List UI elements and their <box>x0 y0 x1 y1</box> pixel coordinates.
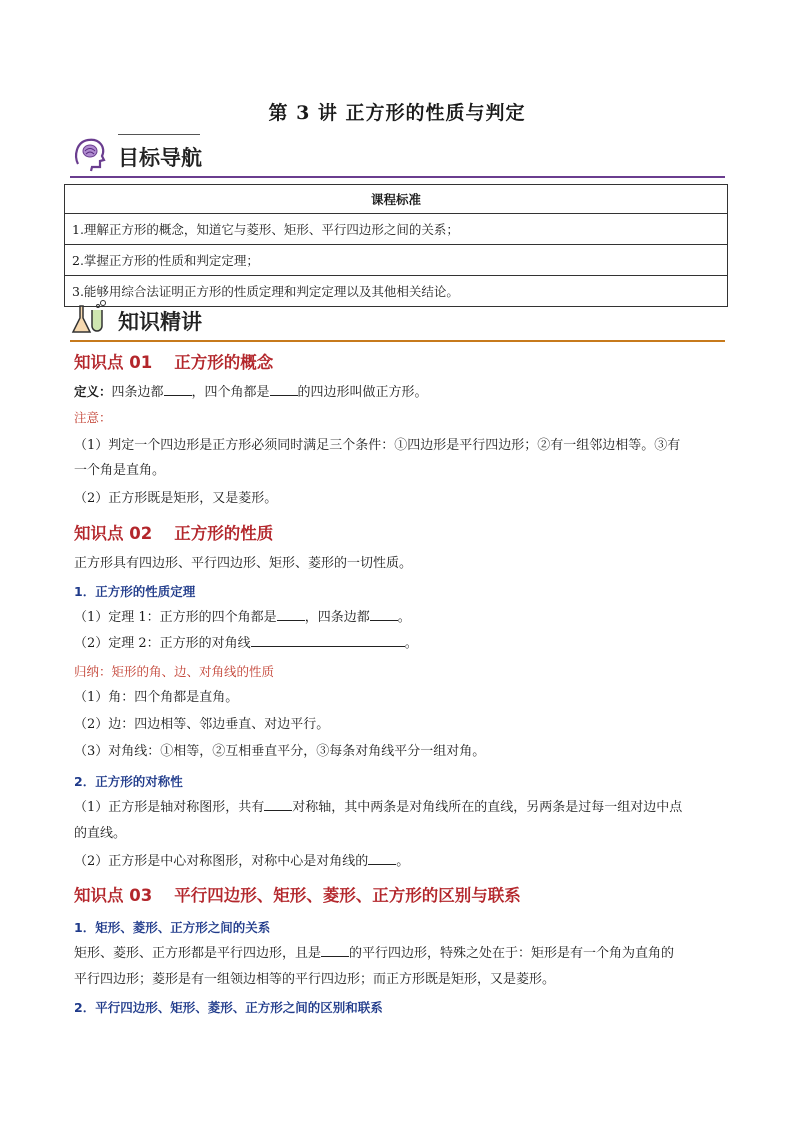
symmetry-paragraph: 的直线。 <box>74 826 127 841</box>
standard-item: 2.掌握正方形的性质和判定定理； <box>65 245 728 276</box>
standard-item: 3.能够用综合法证明正方形的性质定理和判定定理以及其他相关结论。 <box>65 276 728 307</box>
fill-blank[interactable] <box>370 608 398 621</box>
kp1-definition: 定义：四条边都 ，四个角都是 的四边形叫做正方形。 <box>74 384 428 400</box>
kp2-intro: 正方形具有四边形、平行四边形、矩形、菱形的一切性质。 <box>74 556 413 571</box>
kp2-subheading: 2．正方形的对称性 <box>74 774 183 789</box>
theorem-1: （1）定理 1：正方形的四个角都是 ，四条边都 。 <box>74 610 411 625</box>
kp1-paragraph: （2）正方形既是矩形，又是菱形。 <box>74 491 278 506</box>
fill-blank[interactable] <box>368 852 396 865</box>
header-accent-line <box>118 134 200 135</box>
section-label: 目标导航 <box>118 146 202 170</box>
section-header-objectives <box>70 134 725 178</box>
kp1-paragraph: （1）判定一个四边形是正方形必须同时满足三个条件：①四边形是平行四边形；②有一组邻边相等。③有 <box>74 438 681 453</box>
summary-item: （3）对角线：①相等，②互相垂直平分，③每条对角线平分一组对角。 <box>74 744 486 759</box>
fill-blank[interactable] <box>270 383 298 396</box>
flask-icon <box>70 298 110 338</box>
kp3-paragraph: 矩形、菱形、正方形都是平行四边形，且是 的平行四边形，特殊之处在于：矩形是有一个角为直角的 <box>74 946 675 961</box>
summary-item: （1）角：四个角都是直角。 <box>74 690 239 705</box>
fill-blank[interactable] <box>321 944 349 957</box>
summary-item: （2）边：四边相等、邻边垂直、对边平行。 <box>74 717 330 732</box>
standards-table <box>64 184 728 307</box>
theorem-2: （2）定理 2：正方形的对角线 。 <box>74 636 418 651</box>
section-header-knowledge <box>70 298 725 342</box>
standards-header: 课程标准 <box>65 185 728 214</box>
fill-blank[interactable] <box>164 383 192 396</box>
kp3-subheading: 1．矩形、菱形、正方形之间的关系 <box>74 920 271 935</box>
kp2-subheading: 1．正方形的性质定理 <box>74 584 196 599</box>
fill-blank[interactable] <box>264 798 292 811</box>
fill-blank[interactable] <box>277 608 305 621</box>
kp1-heading: 知识点 01 正方形的概念 <box>74 353 274 372</box>
brain-head-icon <box>70 134 110 174</box>
kp3-subheading: 2．平行四边形、矩形、菱形、正方形之间的区别和联系 <box>74 1000 383 1015</box>
summary-label: 归纳：矩形的角、边、对角线的性质 <box>74 664 275 679</box>
kp3-heading: 知识点 03 平行四边形、矩形、菱形、正方形的区别与联系 <box>74 886 521 905</box>
standard-item: 1.理解正方形的概念，知道它与菱形、矩形、平行四边形之间的关系； <box>65 214 728 245</box>
section-label: 知识精讲 <box>118 310 202 334</box>
note-label: 注意： <box>74 410 112 425</box>
symmetry-paragraph: （1）正方形是轴对称图形，共有 对称轴，其中两条是对角线所在的直线，另两条是过每一组对边中点 <box>74 800 683 815</box>
symmetry-paragraph: （2）正方形是中心对称图形，对称中心是对角线的 。 <box>74 854 410 869</box>
section-rule <box>70 176 725 178</box>
fill-blank[interactable] <box>251 634 405 647</box>
kp3-paragraph: 平行四边形；菱形是有一组领边相等的平行四边形；而正方形既是矩形，又是菱形。 <box>74 972 556 987</box>
kp1-paragraph: 一个角是直角。 <box>74 463 166 478</box>
page-title: 第 3 讲 正方形的性质与判定 <box>268 102 526 124</box>
kp2-heading: 知识点 02 正方形的性质 <box>74 524 274 543</box>
section-rule <box>70 340 725 342</box>
